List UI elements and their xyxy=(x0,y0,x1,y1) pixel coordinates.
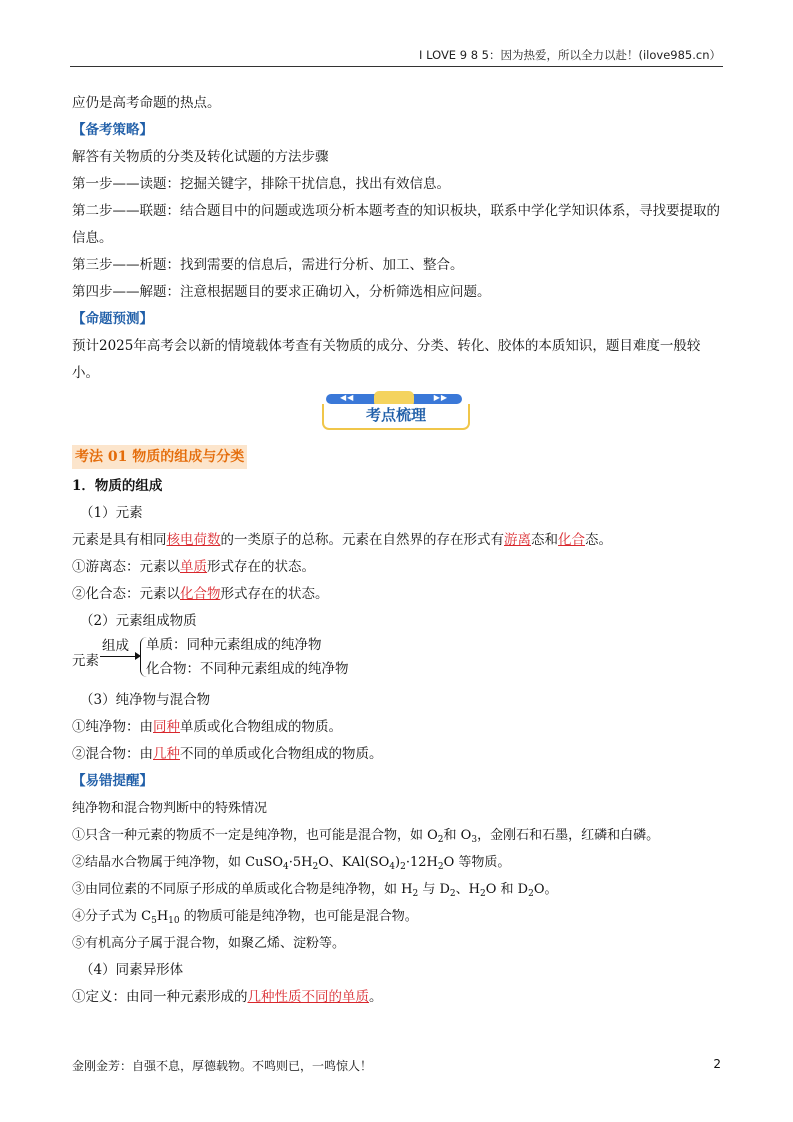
subheading-element-composition: （2）元素组成物质 xyxy=(80,613,197,629)
scheme-option-compound: 化合物：不同种元素组成的纯净物 xyxy=(146,661,349,677)
scheme-left: 元素 xyxy=(72,653,99,669)
strategy-step2: 第二步——联题：结合题目中的问题或选项分析本题考查的知识板块，联系中学化学知识体系，寻找要提取的信息。 xyxy=(72,203,720,246)
section-title: 考法 01 物质的组成与分类 xyxy=(72,445,247,469)
banner-arrows-left-icon: ◀◀ xyxy=(340,393,355,402)
subheading-allotrope: （4）同素异形体 xyxy=(80,962,184,978)
banner-arrows-right-icon: ▶▶ xyxy=(433,393,448,402)
mixture: ②混合物：由几种不同的单质或化合物组成的物质。 xyxy=(72,746,383,762)
strategy-title: 【备考策略】 xyxy=(72,122,153,138)
keyword-free: 游离 xyxy=(504,532,531,548)
arrow-icon xyxy=(100,656,138,657)
scheme-arrow-label: 组成 xyxy=(102,638,129,654)
footer-motto: 金刚金芳：自强不息，厚德载物。不鸣则已，一鸣惊人！ xyxy=(72,1059,373,1073)
page-number: 2 xyxy=(713,1057,721,1071)
composition-heading: 1．物质的组成 xyxy=(72,478,163,494)
strategy-lead: 解答有关物质的分类及转化试题的方法步骤 xyxy=(72,149,329,165)
keyword-nuclear-charge: 核电荷数 xyxy=(166,532,221,548)
section-banner xyxy=(72,388,724,440)
pitfall-item-5: ⑤有机高分子属于混合物，如聚乙烯、淀粉等。 xyxy=(72,936,346,951)
content xyxy=(72,90,724,1011)
keyword-allotrope: 几种性质不同的单质 xyxy=(247,989,369,1005)
free-state: ①游离态：元素以单质形式存在的状态。 xyxy=(72,559,315,575)
keyword-combined: 化合 xyxy=(558,532,585,548)
scheme-option-simple: 单质：同种元素组成的纯净物 xyxy=(146,637,322,653)
pitfall-item-2: ②结晶水合物属于纯净物，如 $CuSO_4\cdot 5H_2O$、$KAl(SO_4)_2\cdot 12H_2O$ 等物质。 xyxy=(72,855,511,872)
keyword-simple-substance: 单质 xyxy=(180,559,207,575)
pitfall-item-3: ③由同位素的不同原子形成的单质或化合物是纯净物，如 $H_2$ 与 $D_2$、$H_2O$ 和 $D_2O$。 xyxy=(72,882,558,899)
strategy-step3: 第三步——析题：找到需要的信息后，需进行分析、加工、整合。 xyxy=(72,257,464,273)
allotrope-definition: ①定义：由同一种元素形成的几种性质不同的单质。 xyxy=(72,989,383,1005)
intro-line: 应仍是高考命题的热点。 xyxy=(72,95,221,111)
banner-label: 考点梳理 xyxy=(322,404,470,430)
keyword-compound: 化合物 xyxy=(180,586,221,602)
prediction-title: 【命题预测】 xyxy=(72,311,153,327)
combined-state: ②化合态：元素以化合物形式存在的状态。 xyxy=(72,586,329,602)
pitfall-item-4: ④分子式为 $C_5H_{10}$ 的物质可能是纯净物，也可能是混合物。 xyxy=(72,909,418,926)
header-text: I LOVE 9 8 5：因为热爱，所以全力以赴！(ilove985.cn） xyxy=(419,48,721,62)
prediction-text: 预计2025年高考会以新的情境载体考查有关物质的成分、分类、转化、胶体的本质知识，题目难度一般较小。 xyxy=(72,338,701,381)
subheading-pure-mixture: （3）纯净物与混合物 xyxy=(80,692,211,708)
pitfall-lead: 纯净物和混合物判断中的特殊情况 xyxy=(72,801,268,816)
pitfall-item-1: ①只含一种元素的物质不一定是纯净物，也可能是混合物，如 $O_2$和 $O_3$，金刚石和石墨，红磷和白磷。 xyxy=(72,828,660,845)
element-definition: 元素是具有相同核电荷数的一类原子的总称。元素在自然界的存在形式有游离态和化合态。 xyxy=(72,532,612,548)
keyword-several-kinds: 几种 xyxy=(153,746,180,762)
banner-graphic xyxy=(322,394,470,428)
pitfall-title: 【易错提醒】 xyxy=(72,773,153,789)
header-rule xyxy=(70,66,723,67)
subheading-element: （1）元素 xyxy=(80,505,143,521)
classification-scheme xyxy=(72,635,724,687)
strategy-step4: 第四步——解题：注意根据题目的要求正确切入，分析筛选相应问题。 xyxy=(72,284,491,300)
keyword-same-kind: 同种 xyxy=(153,719,180,735)
pure-substance: ①纯净物：由同种单质或化合物组成的物质。 xyxy=(72,719,342,735)
strategy-step1: 第一步——读题：挖掘关键字，排除干扰信息，找出有效信息。 xyxy=(72,176,450,192)
